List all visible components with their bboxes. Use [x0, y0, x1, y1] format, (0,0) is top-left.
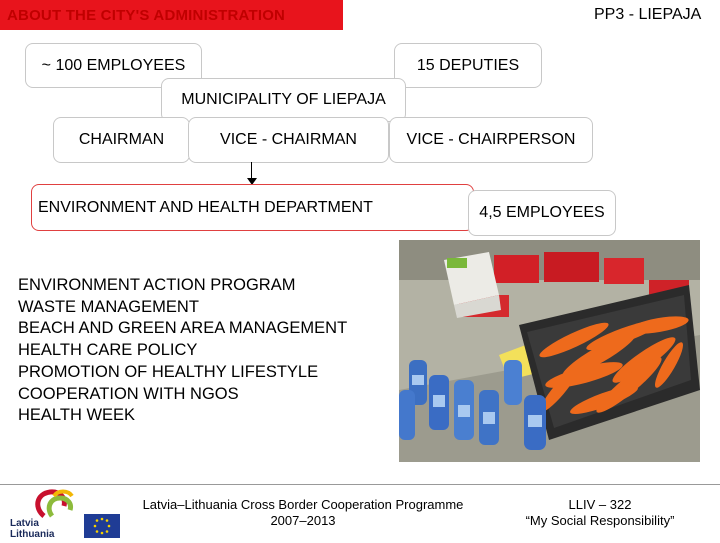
department-box: ENVIRONMENT AND HEALTH DEPARTMENT: [31, 184, 474, 231]
programme-logo: [10, 488, 125, 538]
programme-caption: [128, 497, 478, 529]
eu-flag-icon: [84, 514, 120, 538]
footer-divider: [0, 484, 720, 485]
partner-code: PP3 - LIEPAJA: [594, 6, 702, 23]
list-item: COOPERATION WITH NGOS: [18, 384, 239, 403]
vice-chairman-box: VICE - CHAIRMAN: [188, 117, 389, 163]
logo-lithuania: Lithuania: [10, 529, 55, 540]
programme-period: 2007–2013: [270, 513, 336, 528]
list-item: PROMOTION OF HEALTHY LIFESTYLE: [18, 362, 319, 381]
municipality-box: MUNICIPALITY OF LIEPAJA: [161, 78, 406, 122]
logo-latvia: Latvia: [10, 518, 39, 529]
list-item: ENVIRONMENT ACTION PROGRAM: [18, 276, 296, 294]
chairman-box: CHAIRMAN: [53, 117, 190, 163]
photo-illustration: [399, 240, 700, 462]
deputies-box: 15 DEPUTIES: [394, 43, 542, 88]
list-item: BEACH AND GREEN AREA MANAGEMENT: [18, 319, 348, 338]
vice-chairperson-box: VICE - CHAIRPERSON: [389, 117, 593, 163]
list-item: HEALTH CARE POLICY: [18, 341, 198, 360]
responsibilities-list: [18, 275, 347, 427]
project-name: “My Social Responsibility”: [525, 513, 675, 528]
department-staff-box: 4,5 EMPLOYEES: [468, 190, 616, 236]
list-item: HEALTH WEEK: [18, 406, 136, 425]
programme-name: Latvia–Lithuania Cross Border Cooperation Programme: [142, 497, 464, 512]
project-caption: [500, 497, 700, 529]
project-code: LLIV – 322: [568, 497, 632, 512]
health-week-photo: [399, 240, 700, 462]
slide-title: ABOUT THE CITY'S ADMINISTRATION: [7, 7, 286, 24]
list-item: WASTE MANAGEMENT: [18, 297, 199, 316]
employees-box: ~ 100 EMPLOYEES: [25, 43, 202, 88]
